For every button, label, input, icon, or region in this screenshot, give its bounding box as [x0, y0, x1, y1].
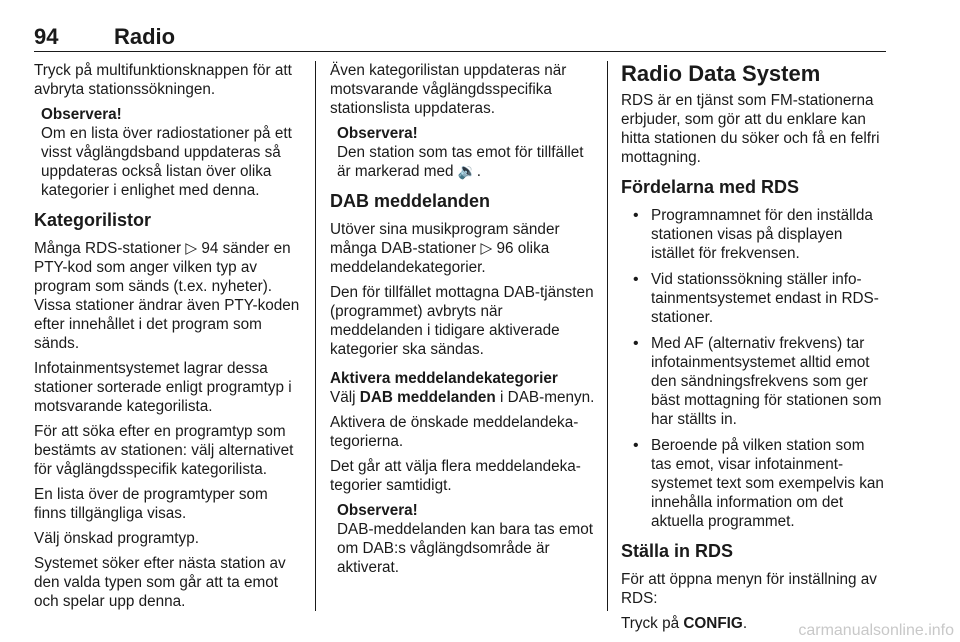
bullet-list: [621, 206, 889, 531]
list-item: • Beroende på vilken station som tas emot, visar infotainmentsystemet text som exempelvis kan innehålla information om det aktuella programmet.: [621, 436, 889, 531]
header-rule: [34, 51, 886, 52]
heading-fordelarna: Fördelarna med RDS: [621, 177, 800, 197]
note-text: Den station som tas emot för tillfället är markerad med 🔉.: [337, 144, 584, 180]
note-box: [330, 124, 598, 181]
heading-kategorilistor: Kategorilistor: [34, 210, 152, 230]
note-text: DAB-meddelanden kan bara tas emot om DAB:s våglängdsområde är aktiverat.: [337, 521, 593, 576]
button-term: CONFIG: [683, 615, 743, 632]
watermark: carmanualsonline.info: [798, 622, 954, 639]
paragraph: RDS är en tjänst som FM-stationerna erbjuder, som gör att du enklare kan hitta stationen du söker och få en felfri mottagning.: [621, 92, 880, 166]
paragraph: Även kategorilistan uppdateras när motsvarande våglängdsspecifika stationslista uppdateras.: [330, 62, 567, 117]
column-divider-1: [315, 61, 316, 611]
paragraph: Välj önskad programtyp.: [34, 530, 199, 547]
paragraph: Utöver sina musikprogram sänder många DAB-stationer ▷ 96 olika meddelandekategorier.: [330, 221, 560, 276]
paragraph: Tryck på multifunktionsknappen för att avbryta stationssökningen.: [34, 62, 292, 98]
list-item: • Programnamnet för den inställda stationen visas på displayen istället för frekvensen.: [621, 206, 889, 263]
paragraph: Det går att välja flera meddelandekategorier samtidigt.: [330, 458, 581, 494]
note-text: Om en lista över radiostationer på ett visst våglängdsband uppdateras så uppdateras också listan över olika kategorier i enlighet med denna.: [41, 125, 292, 199]
note-box: [34, 105, 302, 200]
paragraph: Välj DAB meddelanden i DAB-menyn.: [330, 389, 595, 406]
column-divider-2: [607, 61, 608, 611]
paragraph: Aktivera de önskade meddelandekategorierna.: [330, 414, 579, 450]
list-item: • Med AF (alternativ frekvens) tar infotainmentsystemet alltid emot den sändningsfrekvens som ger bäst mottagning för stationen som har ställts in.: [621, 334, 889, 429]
paragraph: Infotainmentsystemet lagrar dessa stationer sorterade enligt programtyp i motsvarande kategorilista.: [34, 360, 292, 415]
note-title: Observera!: [41, 106, 122, 123]
paragraph: Många RDS-stationer ▷ 94 sänder en PTY-kod som anger vilken typ av program som sänds (t.ex. nyheter). Vissa stationer ändrar även PTY-koden efter innehållet i det program som sänds.: [34, 240, 300, 352]
column-2: [330, 61, 598, 583]
note-title: Observera!: [337, 502, 418, 519]
note-title: Observera!: [337, 125, 418, 142]
paragraph: För att söka efter en programtyp som bestämts av stationen: välj alternativet för våglängdsspecifik kategorilista.: [34, 423, 294, 478]
page-title: Radio: [114, 24, 176, 49]
paragraph: För att öppna menyn för inställning av RDS:: [621, 571, 877, 607]
column-1: [34, 61, 302, 617]
paragraph: Systemet söker efter nästa station av den valda typen som går att ta emot och spelar upp denna.: [34, 555, 286, 610]
page-reference-link[interactable]: ▷ 94: [185, 240, 219, 257]
paragraph: Tryck på CONFIG.: [621, 615, 748, 632]
heading-radio-data-system: Radio Data System: [621, 61, 821, 86]
note-box: [330, 501, 598, 577]
paragraph: En lista över de programtyper som finns tillgängliga visas.: [34, 486, 268, 522]
heading-dab-meddelanden: DAB meddelanden: [330, 191, 491, 211]
menu-term: DAB meddelanden: [359, 389, 496, 406]
page-number: 94: [34, 24, 59, 49]
column-3: [621, 61, 889, 639]
heading-stalla-in-rds: Ställa in RDS: [621, 541, 734, 561]
paragraph: Den för tillfället mottagna DAB-tjänsten (programmet) avbryts när meddelanden i tidigare aktiverade kategorier ska sändas.: [330, 284, 594, 358]
page-header: [34, 20, 886, 50]
list-item: • Vid stationssökning ställer infotainmentsystemet endast in RDS-stationer.: [621, 270, 889, 327]
subheading-aktivera: Aktivera meddelandekategorier: [330, 370, 558, 387]
page-reference-link[interactable]: ▷ 96: [480, 240, 514, 257]
